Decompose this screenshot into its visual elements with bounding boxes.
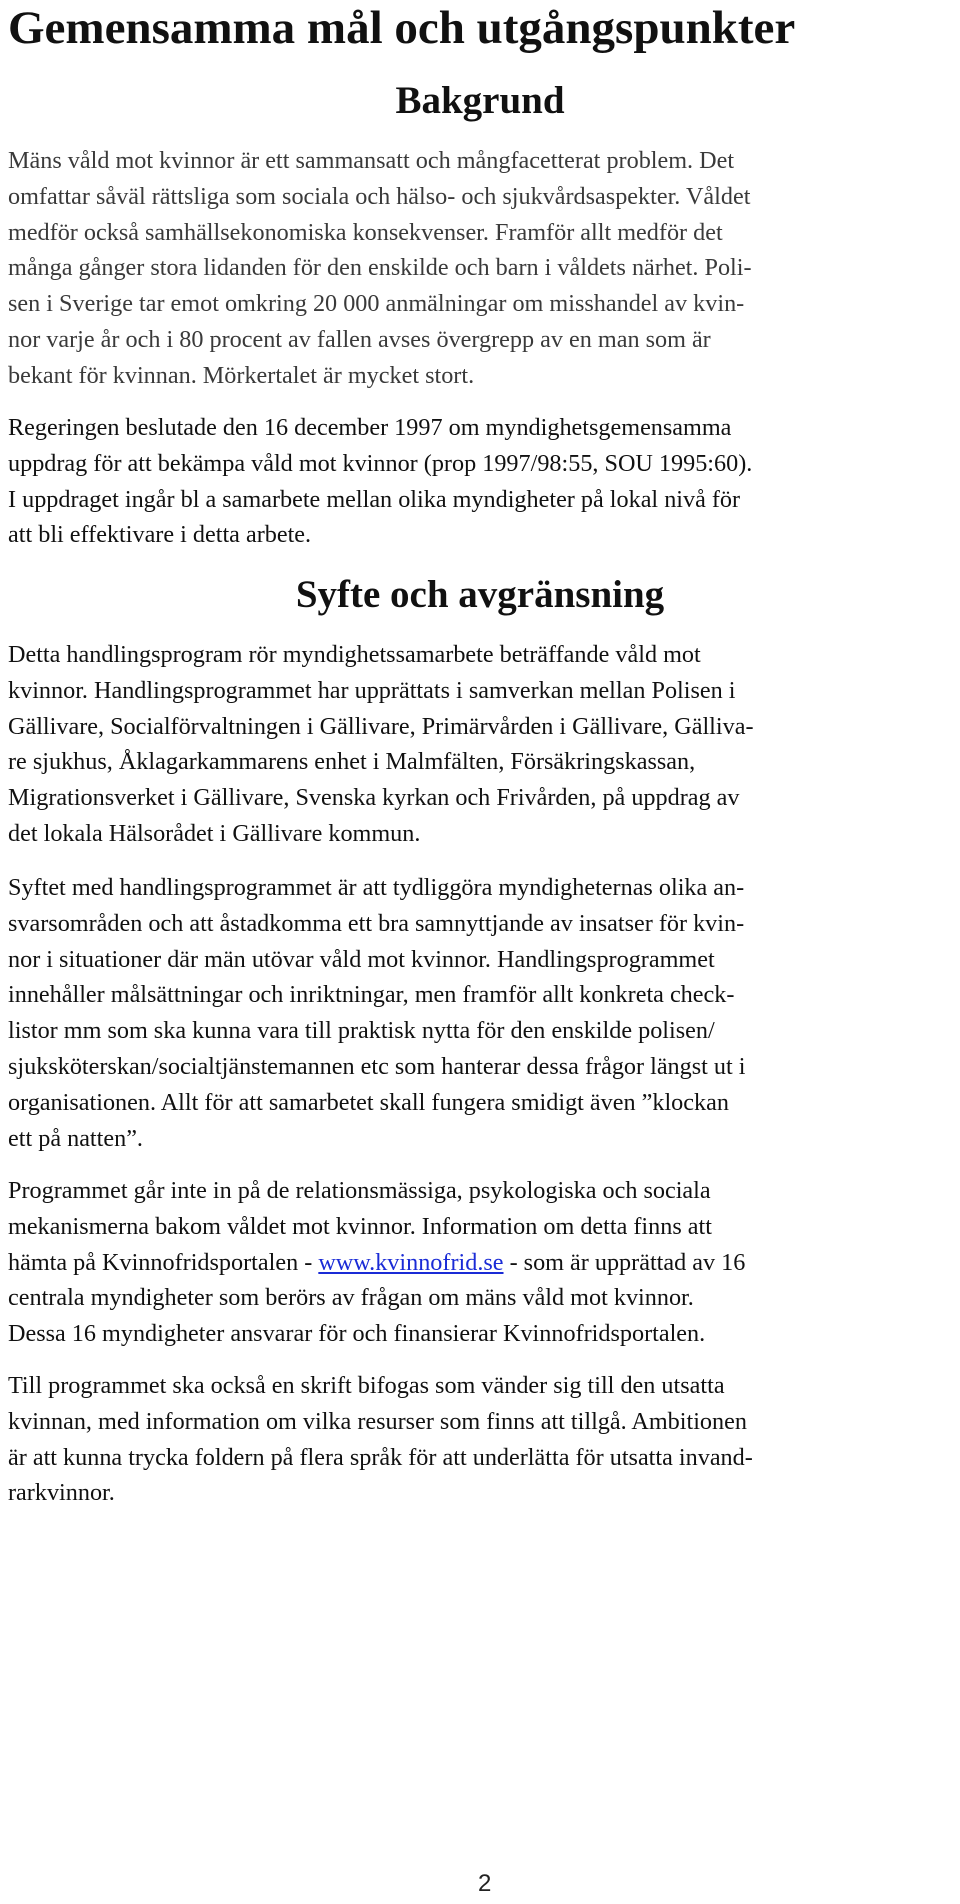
text-line: Migrationsverket i Gällivare, Svenska kyrkan och Frivården, på uppdrag av [8,784,740,812]
text-line: innehåller målsättningar och inriktningar, men framför allt konkreta check- [8,981,735,1009]
text-line: Till programmet ska också en skrift bifogas som vänder sig till den utsatta [8,1372,725,1399]
text-line: uppdrag för att bekämpa våld mot kvinnor (prop 1997/98:55, SOU 1995:60). [8,449,753,477]
text-line: nor varje år och i 80 procent av fallen avses övergrepp av en man som är [8,325,711,353]
text-line: medför också samhällsekonomiska konsekvenser. Framför allt medför det [8,218,723,246]
text-line: Syftet med handlingsprogrammet är att tydliggöra myndigheternas olika an- [8,874,745,901]
page-number: 2 [478,1870,492,1897]
text-line: Dessa 16 myndigheter ansvarar för och finansierar Kvinnofridsportalen. [8,1320,706,1348]
paragraph-syfte-2 [8,870,952,1156]
text-line: re sjukhus, Åklagarkammarens enhet i Malmfälten, Försäkringskassan, [8,748,696,776]
document-title: Gemensamma mål och utgångspunkter [8,2,796,54]
text-line: svarsområden och att åstadkomma ett bra samnyttjande av insatser för kvin- [8,909,745,937]
paragraph-bakgrund-1 [8,143,952,394]
text-line: sjuksköterskan/socialtjänstemannen etc som hanterar dessa frågor längst ut i [8,1052,746,1080]
link-line-after: - som är upprättad av 16 [503,1248,746,1276]
text-line: Regeringen beslutade den 16 december 1997 om myndighetsgemensamma [8,414,732,441]
text-line: Mäns våld mot kvinnor är ett sammansatt och mångfacetterat problem. Det [8,147,735,174]
paragraph-syfte-1 [8,637,952,852]
section-heading-bakgrund: Bakgrund [395,79,565,122]
text-line: mekanismerna bakom våldet mot kvinnor. Information om detta finns att [8,1212,712,1240]
text-line: är att kunna trycka foldern på flera språk för att underlätta för utsatta invand- [8,1443,753,1471]
text-line: omfattar såväl rättsliga som sociala och hälso- och sjukvårdsaspekter. Våldet [8,182,751,210]
paragraph-bakgrund-2 [8,410,952,553]
text-line: bekant för kvinnan. Mörkertalet är mycket stort. [8,361,475,389]
text-line: sen i Sverige tar emot omkring 20 000 anmälningar om misshandel av kvin- [8,290,745,318]
text-line: Detta handlingsprogram rör myndighetssamarbete beträffande våld mot [8,641,701,668]
text-line: Programmet går inte in på de relationsmässiga, psykologiska och sociala [8,1177,711,1204]
text-line: det lokala Hälsorådet i Gällivare kommun. [8,819,421,847]
text-line: kvinnor. Handlingsprogrammet har upprättats i samverkan mellan Polisen i [8,676,736,704]
paragraph-syfte-3 [8,1173,952,1352]
text-line: ett på natten”. [8,1124,143,1152]
text-line-with-link [8,1245,952,1281]
paragraph-syfte-4 [8,1368,952,1511]
link-line-before: hämta på Kvinnofridsportalen - [8,1248,319,1276]
text-line: kvinnan, med information om vilka resurser som finns att tillgå. Ambitionen [8,1407,747,1435]
text-line: organisationen. Allt för att samarbetet skall fungera smidigt även ”klockan [8,1088,729,1116]
text-line: rarkvinnor. [8,1479,115,1507]
section-heading-syfte: Syfte och avgränsning [295,573,665,616]
text-line: centrala myndigheter som berörs av frågan om mäns våld mot kvinnor. [8,1284,694,1312]
text-line: Gällivare, Socialförvaltningen i Gällivare, Primärvården i Gällivare, Gälliva- [8,712,754,740]
text-line: att bli effektivare i detta arbete. [8,521,312,549]
text-line: I uppdraget ingår bl a samarbete mellan olika myndigheter på lokal nivå för [8,485,741,513]
kvinnofrid-link[interactable]: www.kvinnofrid.se [318,1248,504,1276]
text-line: listor mm som ska kunna vara till praktisk nytta för den enskilde polisen/ [8,1017,715,1045]
text-line: nor i situationer där män utövar våld mot kvinnor. Handlingsprogrammet [8,945,715,973]
text-line: många gånger stora lidanden för den enskilde och barn i våldets närhet. Poli- [8,254,752,282]
